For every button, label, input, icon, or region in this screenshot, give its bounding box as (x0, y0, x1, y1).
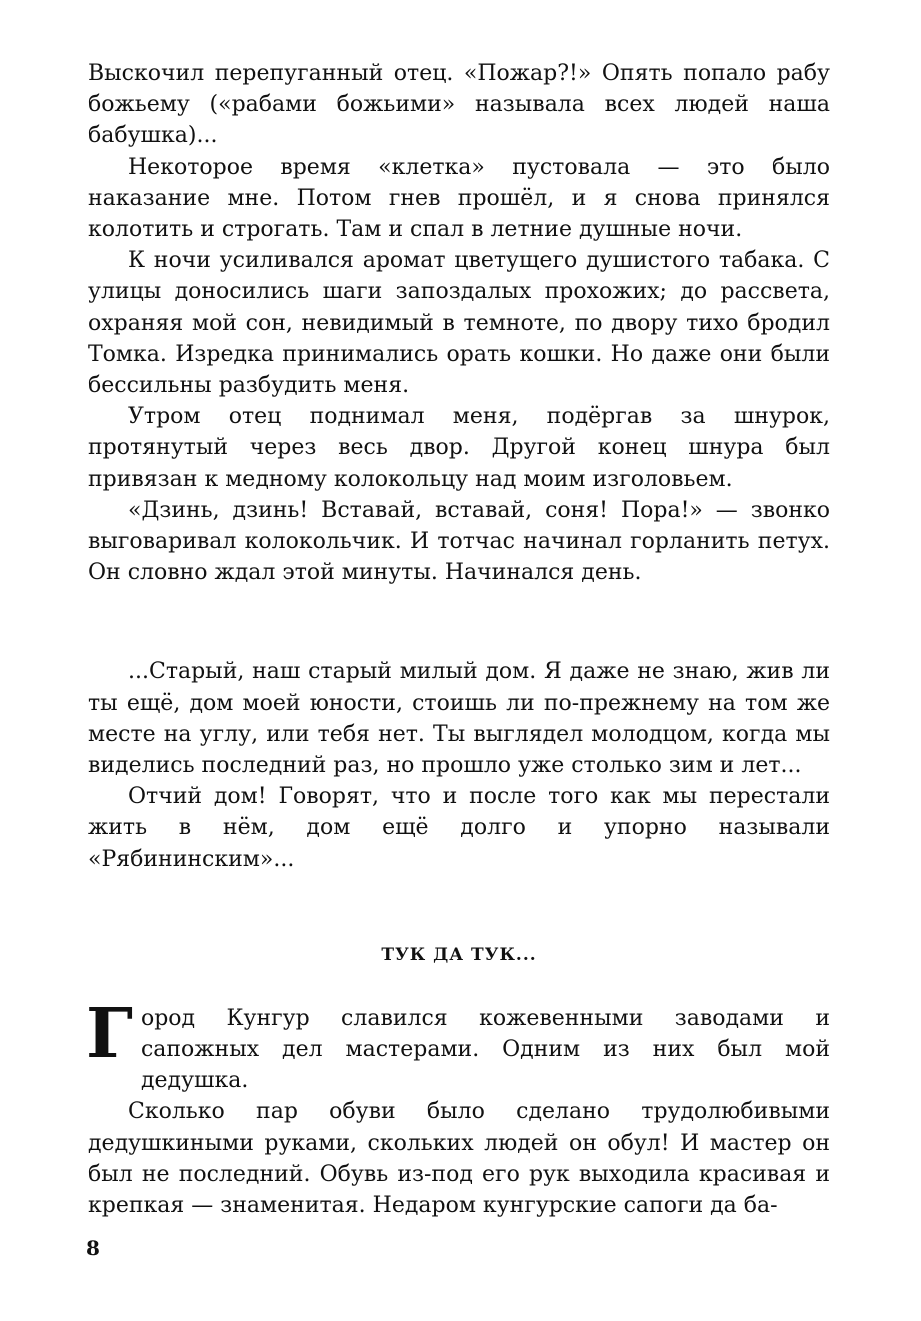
paragraph-bell-ringing: «Дзинь, дзинь! Вставай, вставай, соня! Пора!» — звонко выговаривал колокольчик. И тотчас начинал горланить петух. Он словно ждал этой минуты. Начинался день. (88, 497, 830, 586)
paragraph-morning-cord: Утром отец поднимал меня, подёргав за шнурок, протянутый через весь двор. Другой конец шнура был привязан к медному колокольцу над моим изголовьем. (88, 404, 830, 492)
paragraph-kungur-intro (86, 993, 830, 1097)
section-gap (88, 875, 830, 943)
drop-cap-letter: Г (86, 993, 133, 1074)
section-gap (88, 588, 830, 656)
paragraph-cage-punishment: Некоторое время «клетка» пустовала — это было наказание мне. Потом гнев прошёл, и я снова принялся колотить и строгать. Там и спал в летние душные ночи. (88, 154, 830, 243)
title-gap (88, 967, 830, 1003)
chapter-title: ТУК ДА ТУК... (381, 944, 537, 965)
paragraph-kungur-text: ород Кунгур славился кожевенными заводами и сапожных дел мастерами. Одним из них был мой дедушка. (140, 1005, 830, 1094)
paragraph-fire-scare: Выскочил перепуганный отец. «Пожар?!» Опять попало рабу божьему («рабами божьими» называла всех людей наша бабушка)... (88, 61, 830, 149)
paragraph-old-house: ...Старый, наш старый милый дом. Я даже не знаю, жив ли ты ещё, дом моей юности, стоишь ли по-прежнему на том же месте на углу, или тебя нет. Ты выглядел молодцом, когда мы виделись последний раз, но прошло уже столько зим и лет... (88, 659, 830, 779)
paragraph-grandfather-shoes: Сколько пар обуви было сделано трудолюбивыми дедушкиными руками, скольких людей он обул! И мастер он был не последний. Обувь из-под его рук выходила красивая и крепкая — знаменитая. Недаром кунгурские сапоги да ба- (88, 1099, 830, 1219)
page-number: 8 (86, 1236, 100, 1260)
paragraph-night-aroma: К ночи усиливался аромат цветущего душистого табака. С улицы доносились шаги запоздалых прохожих; до рассвета, охраняя мой сон, невидимый в темноте, по двору тихо бродил Томка. Изредка принимались орать кошки. Но даже они были бессильны разбудить меня. (88, 248, 830, 399)
paragraph-fathers-house: Отчий дом! Говорят, что и после того как мы перестали жить в нём, дом ещё долго и упорно называли «Рябининским»... (88, 784, 830, 872)
book-page (88, 58, 830, 1221)
